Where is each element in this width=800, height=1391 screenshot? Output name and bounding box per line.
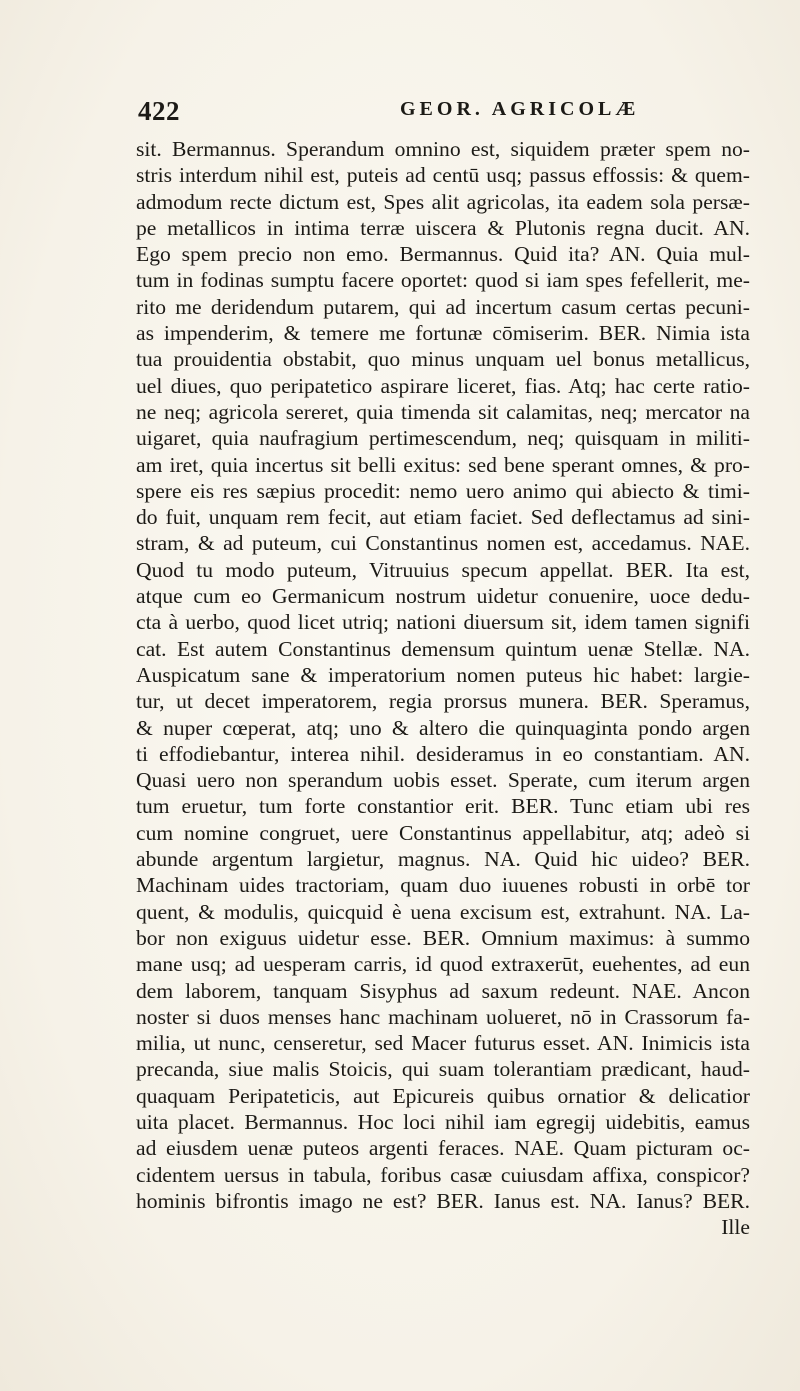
text-line: pe metallicos in intima terræ uiscera & Plutonis regna ducit. AN. (136, 215, 750, 240)
text-line: Quasi uero non sperandum uobis esset. Sperate, cum iterum argen (136, 768, 750, 793)
text-line: rito me deridendum putarem, qui ad incertum casum certas pecuni- (136, 294, 750, 319)
text-line: as impenderim, & temere me fortunæ cōmiserim. BER. Nimia ista (136, 321, 750, 346)
text-line: quaquam Peripateticis, aut Epicureis quibus ornatior & delicatior (136, 1083, 750, 1108)
text-line: noster si duos menses hanc machinam uolueret, nō in Crassorum fa- (136, 1004, 750, 1029)
text-line: dem laborem, tanquam Sisyphus ad saxum redeunt. NAE. Ancon (136, 978, 750, 1003)
text-line: & nuper cœperat, atq; uno & altero die quinquaginta pondo argen (136, 715, 750, 740)
text-line: cum nomine congruet, uere Constantinus appellabitur, atq; adeò si (136, 820, 750, 845)
text-line: ne neq; agricola sereret, quia timenda sit calamitas, neq; mercator na (136, 399, 750, 424)
text-line: precanda, siue malis Stoicis, qui suam tolerantiam prædicant, haud- (136, 1057, 750, 1082)
text-line: uita placet. Bermannus. Hoc loci nihil iam egregij uidebitis, eamus (136, 1109, 750, 1134)
text-line: tur, ut decet imperatorem, regia prorsus munera. BER. Speramus, (136, 689, 750, 714)
text-line: quent, & modulis, quicquid è uena excisum est, extrahunt. NA. La- (136, 899, 750, 924)
text-line: uel diues, quo peripatetico aspirare liceret, fias. Atq; hac certe ratio- (136, 373, 750, 398)
text-line: mane usq; ad uesperam carris, id quod extraxerūt, euehentes, ad eun (136, 952, 750, 977)
body-text (136, 136, 750, 1240)
text-line: stram, & ad puteum, cui Constantinus nomen est, accedamus. NAE. (136, 531, 750, 556)
text-line: bor non exiguus uidetur esse. BER. Omnium maximus: à summo (136, 925, 750, 950)
text-line: am iret, quia incertus sit belli exitus: sed bene sperant omnes, & pro- (136, 452, 750, 477)
text-line: atque cum eo Germanicum nostrum uidetur conuenire, uoce dedu- (136, 584, 750, 609)
text-line: Quod tu modo puteum, Vitruuius specum appellat. BER. Ita est, (136, 557, 750, 582)
text-line: hominis bifrontis imago ne est? BER. Ianus est. NA. Ianus? BER. (136, 1188, 750, 1213)
text-line: admodum recte dictum est, Spes alit agricolas, ita eadem sola persæ- (136, 189, 750, 214)
text-line: sit. Bermannus. Sperandum omnino est, siquidem præter spem no- (136, 137, 750, 161)
page-header (138, 96, 748, 126)
text-line: spere eis res sæpius procedit: nemo uero animo qui abiecto & timi- (136, 478, 750, 503)
text-line: tua prouidentia obstabit, quo minus unquam uel bonus metallicus, (136, 347, 750, 372)
text-line: ad eiusdem uenæ puteos argenti feraces. NAE. Quam picturam oc- (136, 1136, 750, 1161)
text-line: Machinam uides tractoriam, quam duo iuuenes robusti in orbē tor (136, 873, 750, 898)
text-line: tum in fodinas sumptu facere oportet: quod si iam spes fefellerit, me- (136, 268, 750, 293)
page-number: 422 (138, 96, 180, 126)
text-line: Auspicatum sane & imperatorium nomen puteus hic habet: largie- (136, 662, 750, 687)
text-line: tum eruetur, tum forte constantior erit. BER. Tunc etiam ubi res (136, 794, 750, 819)
text-line: milia, ut nunc, censeretur, sed Macer futurus esset. AN. Inimicis ista (136, 1031, 750, 1056)
catchword: Ille (721, 1215, 750, 1240)
text-line: ti effodiebantur, interea nihil. desideramus in eo constantiam. AN. (136, 741, 750, 766)
text-line: stris interdum nihil est, puteis ad centū usq; passus effossis: & quem- (136, 163, 750, 188)
text-line: do fuit, unquam rem fecit, aut etiam faciet. Sed deflectamus ad sini- (136, 505, 750, 530)
text-line: cidentem uersus in tabula, foribus casæ cuiusdam affixa, conspicor? (136, 1162, 750, 1187)
running-title: GEOR. AGRICOLÆ (400, 98, 640, 120)
text-line: abunde argentum largietur, magnus. NA. Quid hic uideo? BER. (136, 847, 750, 872)
text-line: Ego spem precio non emo. Bermannus. Quid ita? AN. Quia mul- (136, 242, 750, 267)
text-line: cat. Est autem Constantinus demensum quintum uenæ Stellæ. NA. (136, 636, 750, 661)
text-line: uigaret, quia naufragium pertimescendum, neq; quisquam in militi- (136, 426, 750, 451)
text-line: cta à uerbo, quod licet utriq; nationi diuersum sit, idem tamen signifi (136, 610, 750, 635)
